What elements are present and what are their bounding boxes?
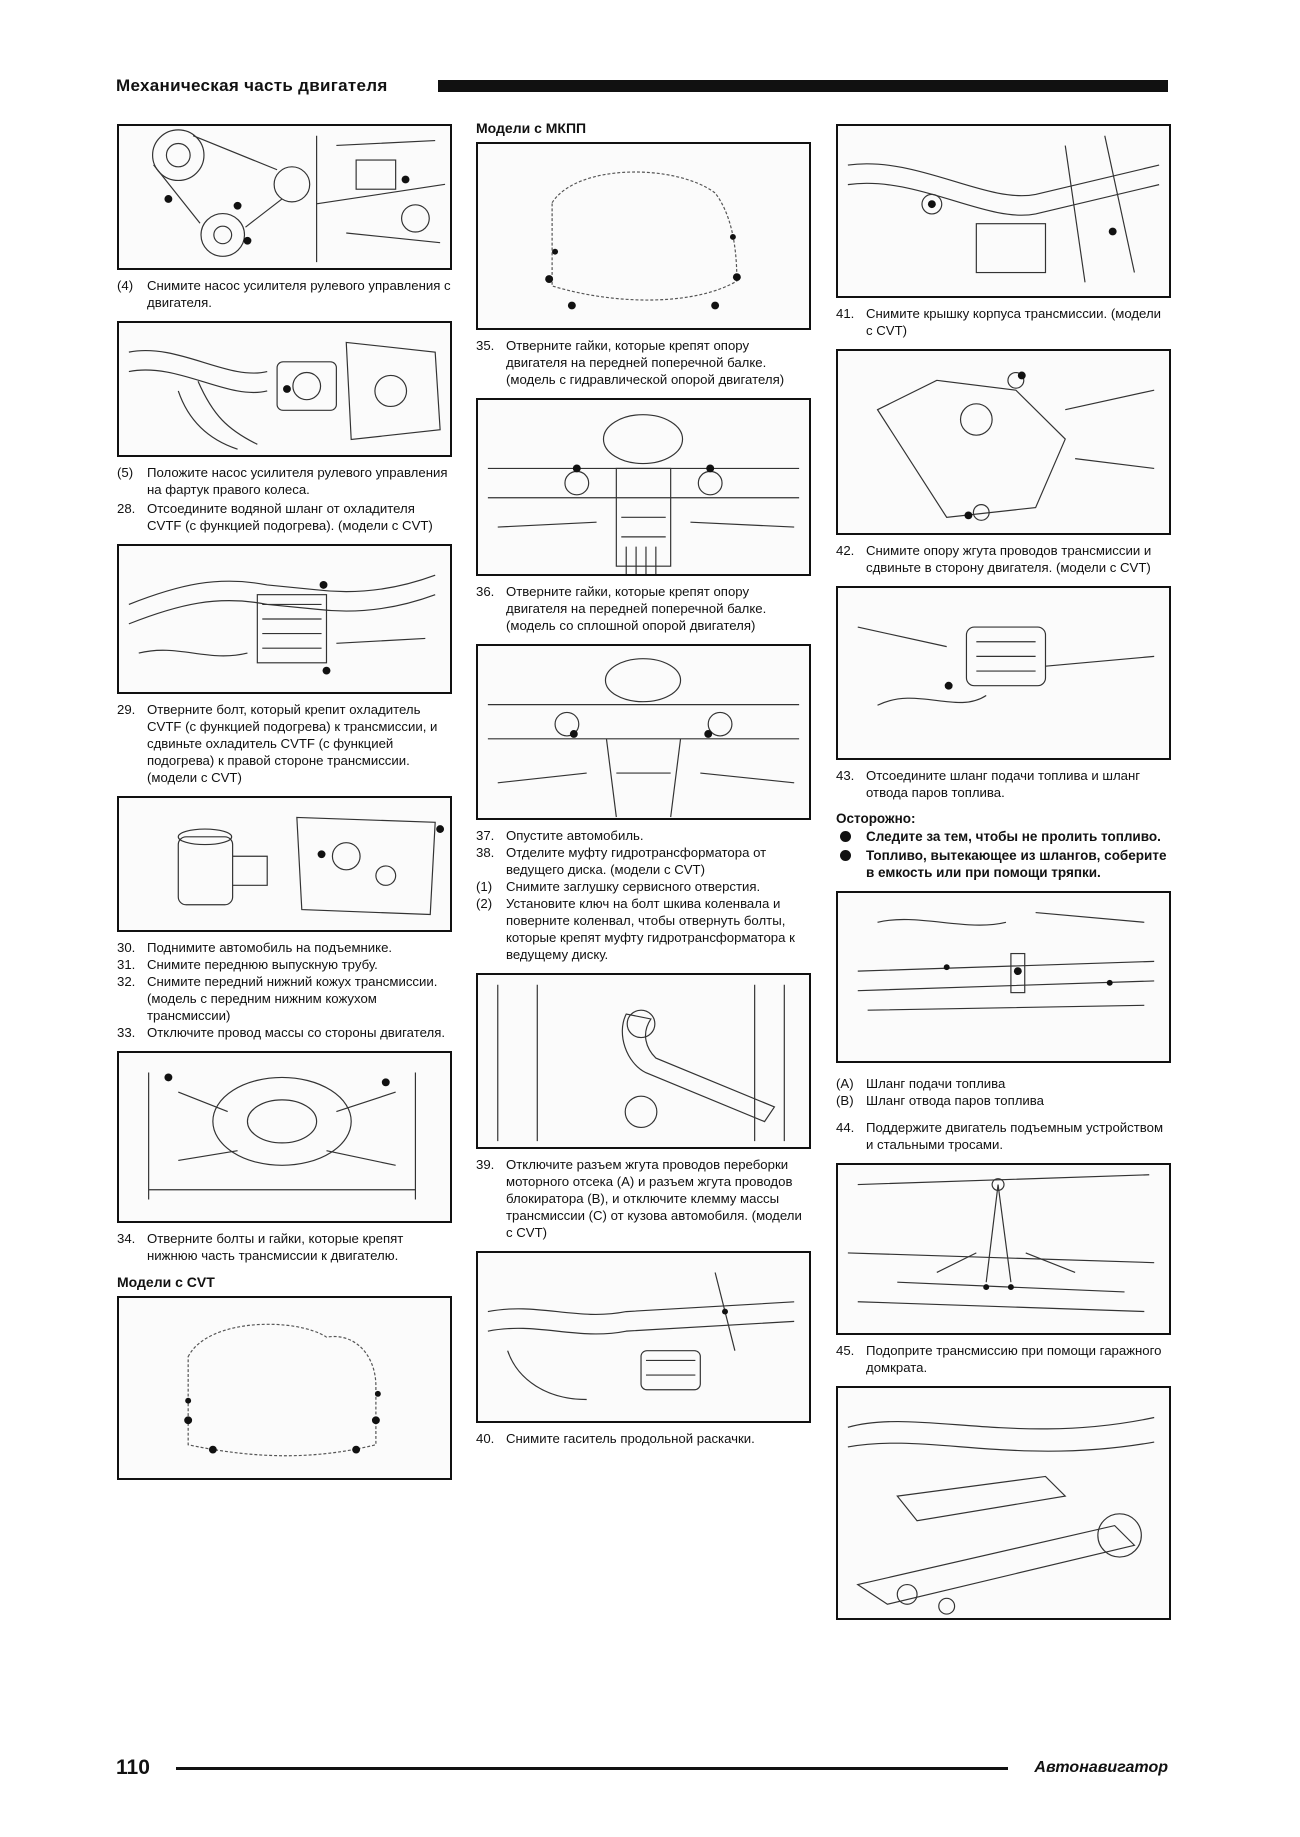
step-34: 34. Отверните болты и гайки, которые крепят нижнюю часть трансмиссии к двигателю.	[117, 1231, 404, 1263]
subheading-mkpp: Модели с МКПП	[476, 120, 587, 136]
figure-pump-remove	[117, 321, 452, 457]
page-footer	[116, 1756, 1168, 1780]
column-middle	[476, 120, 811, 1457]
step-33: 33. Отключите провод массы со стороны двигателя.	[117, 1025, 446, 1040]
step-29: 29. Отверните болт, который крепит охладитель CVTF (с функцией подогрева) к трансмиссии, и сдвиньте охладитель CVTF (с функцией подогрева) к правой стороне трансмиссии. (модели с CVT)	[117, 702, 438, 785]
step-30: 30. Поднимите автомобиль на подъемнике.	[117, 940, 393, 955]
section-title: Механическая часть двигателя	[116, 76, 388, 95]
figure-torque-converter	[476, 973, 811, 1149]
figure-pitching-stopper	[476, 1251, 811, 1423]
figure-mkpp-bolts	[476, 142, 811, 330]
steps-37-38	[476, 827, 811, 963]
figure-harness-move	[836, 586, 1171, 760]
footer-rule	[176, 1767, 1008, 1770]
step-42: 42. Снимите опору жгута проводов трансмиссии и сдвиньте в сторону двигателя. (модели с CVT)	[836, 543, 1152, 575]
column-left	[117, 124, 452, 1480]
step-39: 39. Отключите разъем жгута проводов переборки моторного отсека (А) и разъем жгута проводов блокиратора (В), и отключите клемму массы трансмиссии (С) от кузова автомобиля. (модели с CVT)	[476, 1157, 802, 1240]
step-5: (5) Положите насос усилителя рулевого управления на фартук правого колеса.	[117, 465, 448, 497]
figure-cvt-bolts	[117, 1296, 452, 1480]
step-4: (4) Снимите насос усилителя рулевого управления с двигателя.	[117, 278, 451, 310]
step-38-1: (1) Снимите заглушку сервисного отверстия.	[476, 879, 761, 894]
step-40: 40. Снимите гаситель продольной раскачки.	[476, 1431, 755, 1446]
step-38-2: (2) Установите ключ на болт шкива коленвала и поверните коленвал, чтобы отвернуть болты, которые крепят муфту гидротрансформатора к ведущему диску.	[476, 896, 795, 962]
caution-item-2: Топливо, вытекающее из шлангов, соберите в емкость или при помощи тряпки.	[836, 847, 1171, 881]
figure-ground-cable	[117, 1051, 452, 1223]
column-right	[836, 124, 1171, 1620]
figure-hydraulic-mount	[476, 398, 811, 576]
figure-harness-bracket	[836, 349, 1171, 535]
header-rule	[438, 80, 1168, 92]
step-35: 35. Отверните гайки, которые крепят опору двигателя на передней поперечной балке. (модель с гидравлической опорой двигателя)	[476, 338, 785, 387]
step-38: 38. Отделите муфту гидротрансформатора от ведущего диска. (модели с CVT)	[476, 845, 767, 877]
page-header	[116, 76, 1168, 98]
steps-30-33	[117, 939, 452, 1041]
figure-garage-jack	[836, 1386, 1171, 1620]
step-32: 32. Снимите передний нижний кожух трансмиссии. (модель с передним нижним кожухом трансмиссии)	[117, 974, 438, 1023]
step-36: 36. Отверните гайки, которые крепят опору двигателя на передней поперечной балке. (модель со сплошной опорой двигателя)	[476, 584, 767, 633]
figure-fuel-hoses	[836, 891, 1171, 1063]
subheading-cvt: Модели с CVT	[117, 1274, 215, 1290]
caution-heading: Осторожно:	[836, 811, 916, 826]
step-44: 44. Поддержите двигатель подъемным устройством и стальными тросами.	[836, 1120, 1164, 1152]
step-37: 37. Опустите автомобиль.	[476, 828, 644, 843]
step-31: 31. Снимите переднюю выпускную трубу.	[117, 957, 378, 972]
publisher-brand: Автонавигатор	[1034, 1759, 1168, 1776]
step-28: 28. Отсоедините водяной шланг от охладителя CVTF (с функцией подогрева). (модели с CVT)	[117, 501, 433, 533]
legend-b: (В) Шланг отвода паров топлива	[836, 1093, 1044, 1108]
step-41: 41. Снимите крышку корпуса трансмиссии. (модели с CVT)	[836, 306, 1162, 338]
step-45: 45. Подоприте трансмиссию при помощи гаражного домкрата.	[836, 1343, 1162, 1375]
step-43: 43. Отсоедините шланг подачи топлива и шланг отвода паров топлива.	[836, 768, 1141, 800]
caution-item-1: Следите за тем, чтобы не пролить топливо.	[836, 828, 1171, 845]
figure-solid-mount	[476, 644, 811, 820]
figure-cvtf-bolt	[117, 796, 452, 932]
figure-cvtf-hose	[117, 544, 452, 694]
figure-pump-belt	[117, 124, 452, 270]
page-number: 110	[116, 1756, 150, 1779]
legend-a: (А) Шланг подачи топлива	[836, 1076, 1006, 1091]
figure-transmission-cover	[836, 124, 1171, 298]
figure-engine-hoist	[836, 1163, 1171, 1335]
legend	[836, 1075, 1171, 1109]
